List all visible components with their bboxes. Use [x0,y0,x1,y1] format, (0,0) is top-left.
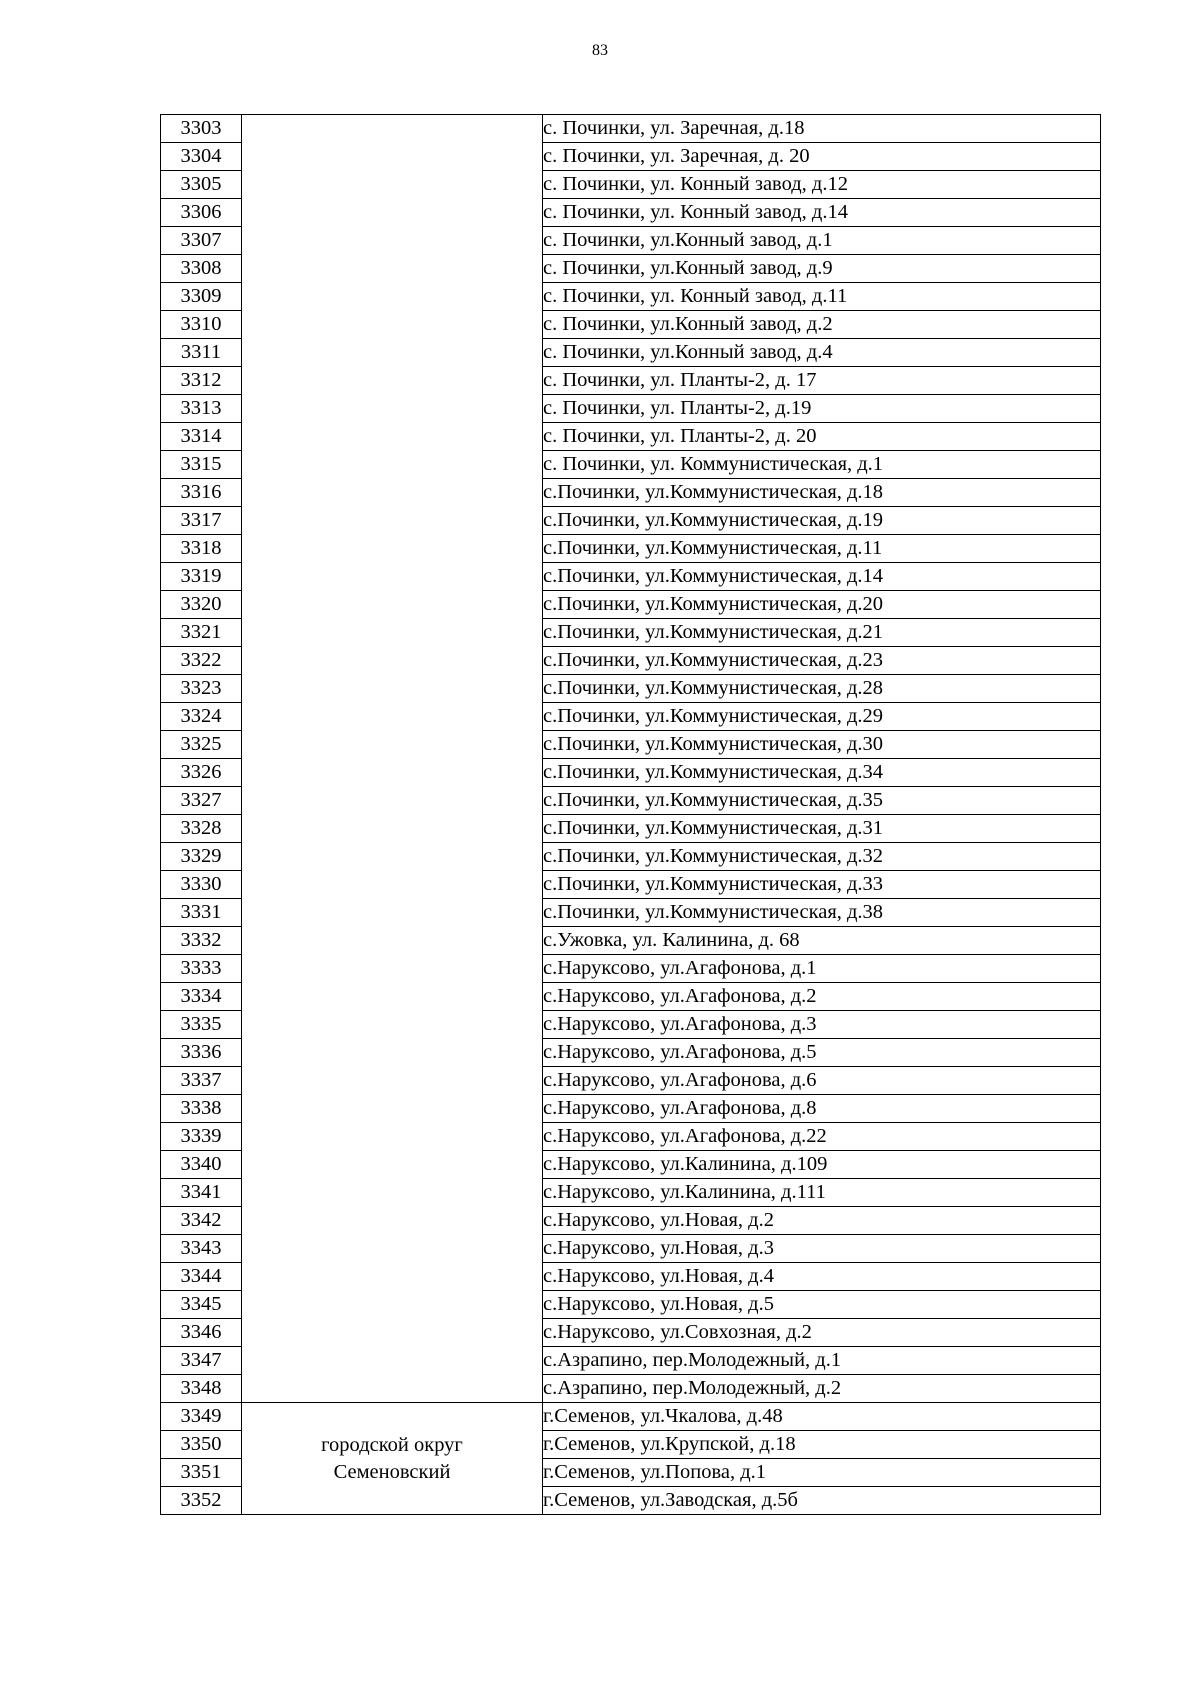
address-cell: с. Починки, ул. Планты-2, д. 17 [543,367,1101,395]
address-cell: с. Починки, ул. Конный завод, д.12 [543,171,1101,199]
row-number: 3304 [161,143,242,171]
address-cell: с.Починки, ул.Коммунистическая, д.14 [543,563,1101,591]
row-number: 3329 [161,843,242,871]
row-number: 3343 [161,1235,242,1263]
row-number: 3323 [161,675,242,703]
row-number: 3349 [161,1403,242,1431]
address-cell: с.Наруксово, ул.Агафонова, д.5 [543,1039,1101,1067]
address-cell: с.Починки, ул.Коммунистическая, д.18 [543,479,1101,507]
district-name [242,1432,542,1486]
address-cell: с. Починки, ул. Коммунистическая, д.1 [543,451,1101,479]
address-cell: с.Починки, ул.Коммунистическая, д.31 [543,815,1101,843]
address-cell: с. Починки, ул.Конный завод, д.2 [543,311,1101,339]
address-cell: с.Наруксово, ул.Агафонова, д.1 [543,955,1101,983]
row-number: 3352 [161,1487,242,1515]
row-number: 3326 [161,759,242,787]
row-number: 3346 [161,1319,242,1347]
row-number: 3340 [161,1151,242,1179]
table-row [161,1403,1101,1431]
address-cell: с.Наруксово, ул.Агафонова, д.6 [543,1067,1101,1095]
row-number: 3337 [161,1067,242,1095]
address-cell: с.Починки, ул.Коммунистическая, д.30 [543,731,1101,759]
row-number: 3348 [161,1375,242,1403]
address-cell: с.Починки, ул.Коммунистическая, д.38 [543,899,1101,927]
row-number: 3309 [161,283,242,311]
address-cell: с.Наруксово, ул.Калинина, д.109 [543,1151,1101,1179]
address-cell: с.Наруксово, ул.Агафонова, д.2 [543,983,1101,1011]
address-cell: с.Наруксово, ул.Совхозная, д.2 [543,1319,1101,1347]
row-number: 3307 [161,227,242,255]
address-cell: г.Семенов, ул.Крупской, д.18 [543,1431,1101,1459]
row-number: 3317 [161,507,242,535]
address-cell: с.Починки, ул.Коммунистическая, д.29 [543,703,1101,731]
district-name-line: городской округ [321,1433,463,1456]
address-cell: с.Починки, ул.Коммунистическая, д.21 [543,619,1101,647]
address-cell: с.Наруксово, ул.Агафонова, д.3 [543,1011,1101,1039]
address-cell: с.Наруксово, ул.Новая, д.2 [543,1207,1101,1235]
address-cell: с.Починки, ул.Коммунистическая, д.19 [543,507,1101,535]
page-number: 83 [592,42,608,59]
address-cell: с.Починки, ул.Коммунистическая, д.32 [543,843,1101,871]
address-cell: с.Азрапино, пер.Молодежный, д.2 [543,1375,1101,1403]
address-cell: г.Семенов, ул.Попова, д.1 [543,1459,1101,1487]
address-cell: с. Починки, ул. Конный завод, д.14 [543,199,1101,227]
table-body [161,115,1101,1515]
row-number: 3313 [161,395,242,423]
address-cell: с.Починки, ул.Коммунистическая, д.23 [543,647,1101,675]
row-number: 3351 [161,1459,242,1487]
district-cell [242,1403,543,1515]
district-cell [242,115,543,1403]
address-cell: с.Наруксово, ул.Калинина, д.111 [543,1179,1101,1207]
row-number: 3303 [161,115,242,143]
row-number: 3308 [161,255,242,283]
address-cell: с. Починки, ул. Конный завод, д.11 [543,283,1101,311]
row-number: 3333 [161,955,242,983]
row-number: 3312 [161,367,242,395]
row-number: 3325 [161,731,242,759]
address-cell: с.Наруксово, ул.Новая, д.3 [543,1235,1101,1263]
table-row [161,115,1101,143]
address-cell: с.Азрапино, пер.Молодежный, д.1 [543,1347,1101,1375]
row-number: 3328 [161,815,242,843]
address-cell: г.Семенов, ул.Заводская, д.5б [543,1487,1101,1515]
district-name-line: Семеновский [333,1460,451,1483]
address-cell: с.Починки, ул.Коммунистическая, д.11 [543,535,1101,563]
row-number: 3324 [161,703,242,731]
row-number: 3314 [161,423,242,451]
address-cell: с.Починки, ул.Коммунистическая, д.28 [543,675,1101,703]
row-number: 3338 [161,1095,242,1123]
address-cell: с.Починки, ул.Коммунистическая, д.34 [543,759,1101,787]
address-cell: с.Наруксово, ул.Новая, д.5 [543,1291,1101,1319]
row-number: 3335 [161,1011,242,1039]
address-cell: с.Наруксово, ул.Новая, д.4 [543,1263,1101,1291]
row-number: 3344 [161,1263,242,1291]
address-cell: с.Наруксово, ул.Агафонова, д.8 [543,1095,1101,1123]
address-cell: с.Наруксово, ул.Агафонова, д.22 [543,1123,1101,1151]
row-number: 3339 [161,1123,242,1151]
row-number: 3334 [161,983,242,1011]
row-number: 3322 [161,647,242,675]
address-cell: с. Починки, ул. Планты-2, д.19 [543,395,1101,423]
row-number: 3318 [161,535,242,563]
row-number: 3320 [161,591,242,619]
row-number: 3341 [161,1179,242,1207]
row-number: 3336 [161,1039,242,1067]
address-cell: с.Ужовка, ул. Калинина, д. 68 [543,927,1101,955]
address-cell: г.Семенов, ул.Чкалова, д.48 [543,1403,1101,1431]
address-cell: с. Починки, ул.Конный завод, д.1 [543,227,1101,255]
address-cell: с. Починки, ул. Заречная, д. 20 [543,143,1101,171]
address-cell: с.Починки, ул.Коммунистическая, д.35 [543,787,1101,815]
address-cell: с. Починки, ул.Конный завод, д.4 [543,339,1101,367]
row-number: 3330 [161,871,242,899]
row-number: 3332 [161,927,242,955]
address-cell: с. Починки, ул. Планты-2, д. 20 [543,423,1101,451]
row-number: 3327 [161,787,242,815]
address-table [160,114,1101,1515]
row-number: 3315 [161,451,242,479]
address-cell: с.Починки, ул.Коммунистическая, д.20 [543,591,1101,619]
row-number: 3310 [161,311,242,339]
row-number: 3316 [161,479,242,507]
row-number: 3305 [161,171,242,199]
row-number: 3342 [161,1207,242,1235]
row-number: 3345 [161,1291,242,1319]
address-cell: с. Починки, ул. Заречная, д.18 [543,115,1101,143]
row-number: 3350 [161,1431,242,1459]
row-number: 3306 [161,199,242,227]
address-cell: с.Починки, ул.Коммунистическая, д.33 [543,871,1101,899]
row-number: 3311 [161,339,242,367]
row-number: 3331 [161,899,242,927]
row-number: 3319 [161,563,242,591]
row-number: 3347 [161,1347,242,1375]
address-cell: с. Починки, ул.Конный завод, д.9 [543,255,1101,283]
row-number: 3321 [161,619,242,647]
